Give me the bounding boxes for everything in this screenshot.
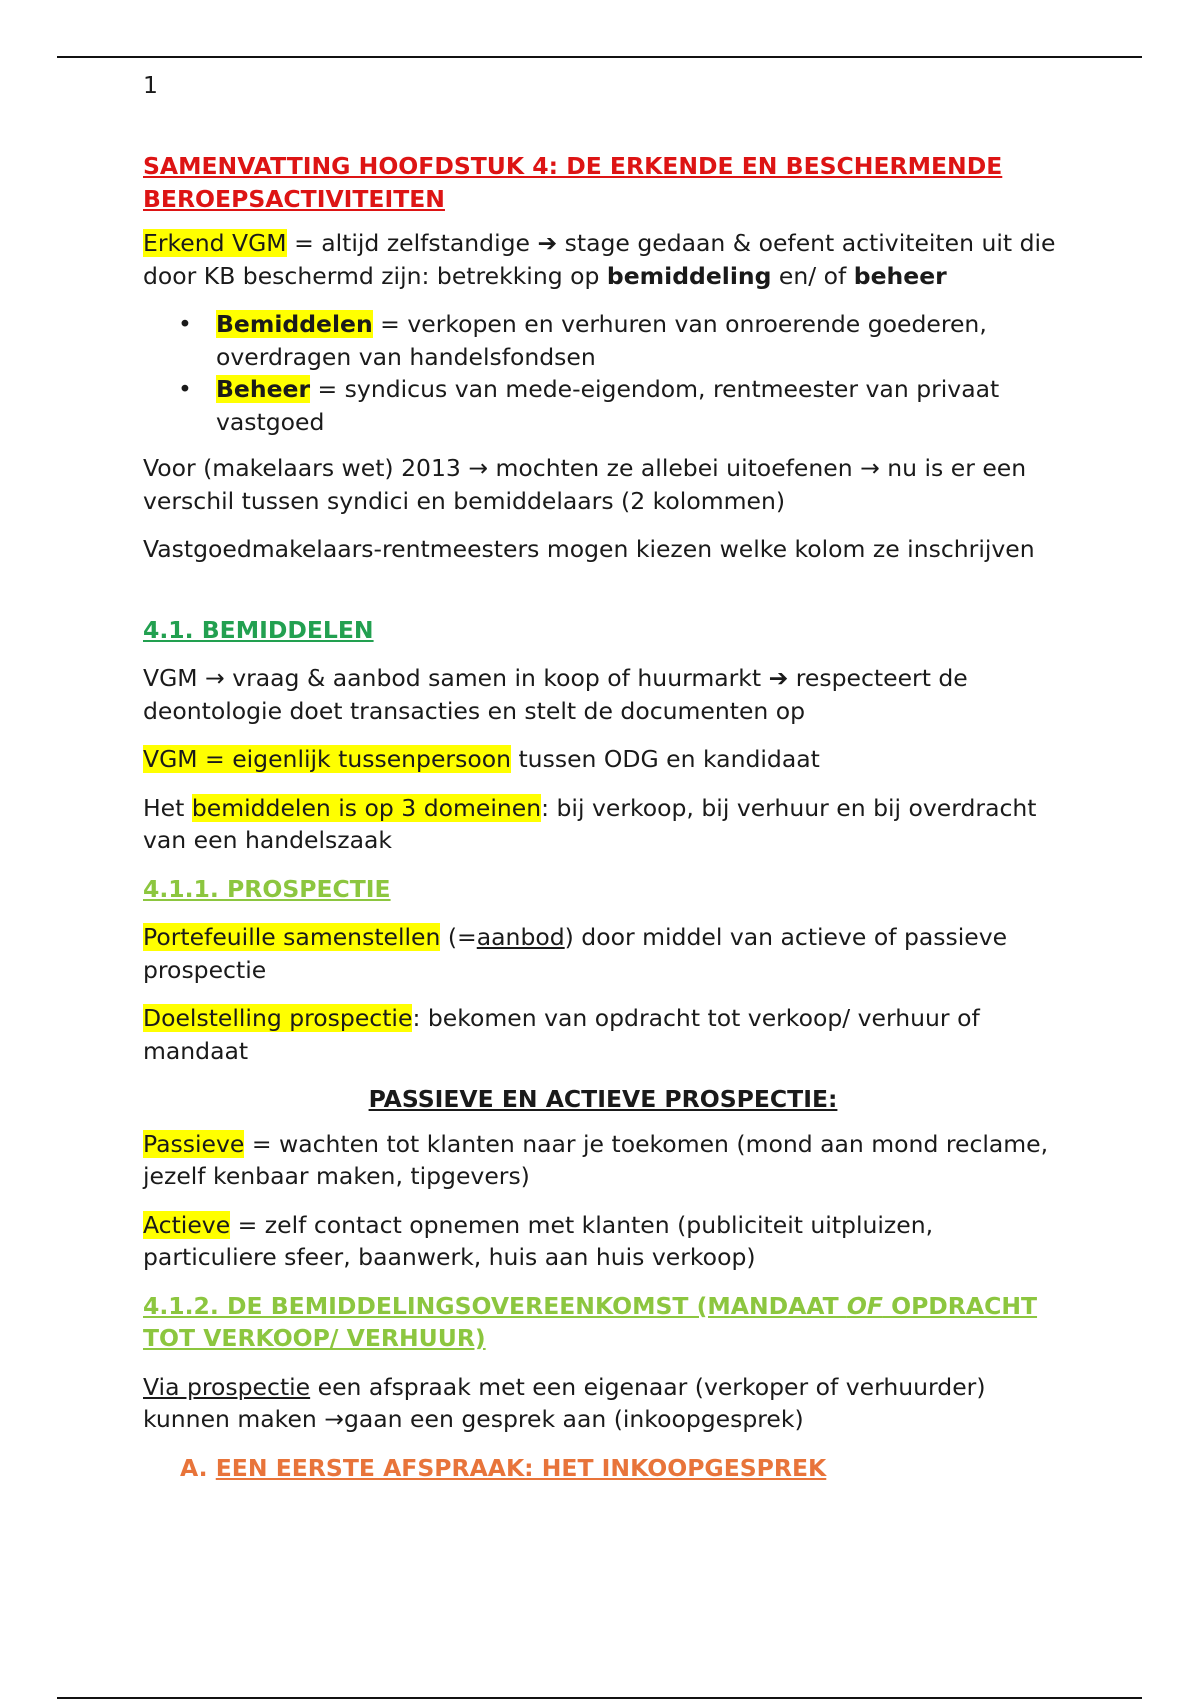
paragraph-vastgoed: Vastgoedmakelaars-rentmeesters mogen kiezen welke kolom ze inschrijven — [143, 535, 1035, 563]
paragraph-tussenpersoon: VGM = eigenlijk tussenpersoon tussen ODG en kandidaat — [143, 745, 820, 773]
arrow-icon: ➔ — [537, 229, 558, 257]
intro-paragraph: Erkend VGM = altijd zelfstandige ➔ stage gedaan & oefent activiteiten uit die door KB beschermd zijn: betrekking op bemiddeling en/ of beheer — [143, 229, 1056, 290]
heading-passieve-actieve: PASSIEVE EN ACTIEVE PROSPECTIE: — [368, 1085, 838, 1113]
top-rule — [57, 56, 1142, 58]
bold-beheer: beheer — [853, 261, 947, 290]
section-heading-4-1: 4.1. BEMIDDELEN — [143, 615, 374, 644]
definition-list — [143, 308, 1063, 438]
subheading-title: EEN EERSTE AFSPRAAK: HET INKOOPGESPREK — [215, 1453, 827, 1482]
section-heading-4-1-1: 4.1.1. PROSPECTIE — [143, 874, 391, 903]
bullet-icon: • — [178, 375, 192, 403]
subheading-letter: A. — [180, 1453, 208, 1482]
arrow-icon: ➔ — [768, 664, 789, 692]
subheading-a — [180, 1452, 1063, 1485]
bullet-icon: • — [178, 310, 192, 338]
list-item: • Beheer = syndicus van mede-eigendom, rentmeester van privaat vastgoed — [178, 375, 1000, 436]
paragraph-via-prospectie: Via prospectie een afspraak met een eigenaar (verkoper of verhuurder) kunnen maken →gaan een gesprek aan (inkoopgesprek) — [143, 1372, 986, 1433]
document-body — [143, 66, 1063, 1500]
page-number: 1 — [143, 71, 158, 99]
bottom-rule — [57, 1697, 1142, 1699]
paragraph-domeinen: Het bemiddelen is op 3 domeinen: bij verkoop, bij verhuur en bij overdracht van een handelszaak — [143, 793, 1037, 854]
paragraph-portefeuille: Portefeuille samenstellen (=aanbod) door middel van actieve of passieve prospectie — [143, 923, 1008, 984]
page-title: SAMENVATTING HOOFDSTUK 4: DE ERKENDE EN BESCHERMENDE BEROEPSACTIVITEITEN — [143, 152, 1003, 213]
list-item: • Bemiddelen = verkopen en verhuren van onroerende goederen, overdragen van handelsfondsen — [178, 310, 987, 371]
paragraph-voor: Voor (makelaars wet) 2013 → mochten ze allebei uitoefenen → nu is er een verschil tussen syndici en bemiddelaars (2 kolommen) — [143, 454, 1027, 515]
bold-bemiddeling: bemiddeling — [606, 261, 772, 290]
paragraph-doelstelling: Doelstelling prospectie: bekomen van opdracht tot verkoop/ verhuur of mandaat — [143, 1004, 980, 1065]
section-heading-4-1-2: 4.1.2. DE BEMIDDELINGSOVEREENKOMST (MANDAAT OF OPDRACHT TOT VERKOOP/ VERHUUR) — [143, 1291, 1038, 1352]
paragraph-vgm: VGM → vraag & aanbod samen in koop of huurmarkt ➔ respecteert de deontologie doet transacties en stelt de documenten op — [143, 664, 968, 725]
term-erkend-vgm: Erkend VGM — [143, 229, 287, 257]
paragraph-actieve: Actieve = zelf contact opnemen met klanten (publiciteit uitpluizen, particuliere sfeer, baanwerk, huis aan huis verkoop) — [143, 1210, 934, 1271]
paragraph-passieve: Passieve = wachten tot klanten naar je toekomen (mond aan mond reclame, jezelf kenbaar maken, tipgevers) — [143, 1129, 1049, 1190]
